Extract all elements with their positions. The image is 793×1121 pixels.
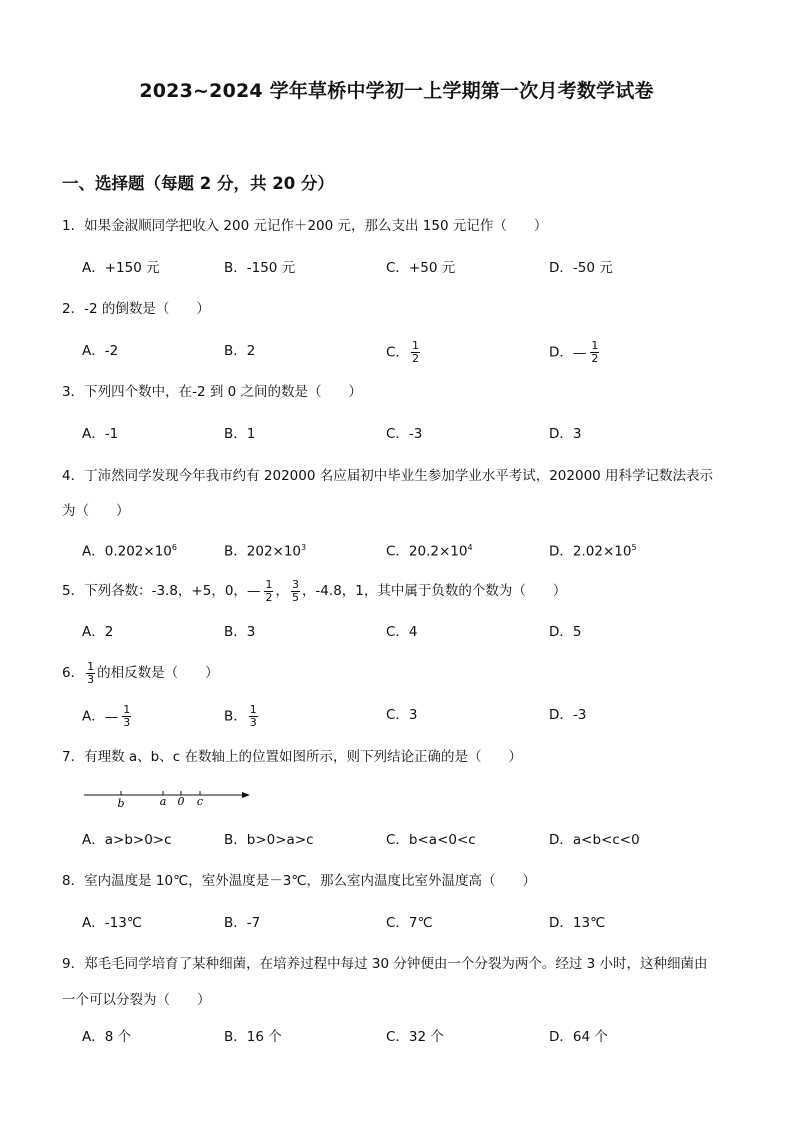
option-d[interactable]: D．64 个 (549, 1029, 608, 1045)
option-d[interactable] (549, 340, 601, 365)
options-9 (0, 1026, 793, 1048)
options-5 (0, 621, 793, 643)
page-title: 2023~2024 学年草桥中学初一上学期第一次月考数学试卷 (139, 80, 654, 102)
minus-sign: — (572, 344, 587, 361)
fraction: $\frac{1}{2}$ (591, 339, 599, 365)
option-b[interactable]: B．$202\times 10^3$ (224, 543, 307, 560)
exponent: 3 (301, 543, 307, 552)
option-a[interactable] (82, 704, 133, 729)
option-a[interactable]: A．a>b>0>c (82, 832, 172, 848)
label-a: a (159, 795, 167, 808)
fraction: $\frac{1}{2}$ (265, 577, 273, 604)
question-text: 下列四个数中，在-2 到 0 之间的数是（ ） (84, 384, 363, 400)
fraction: $\frac{1}{3}$ (87, 659, 95, 686)
option-c[interactable]: C．b<a<0<c (386, 832, 476, 848)
question-number: 4． (62, 468, 85, 484)
options-6 (0, 703, 793, 729)
exponent: 5 (631, 543, 637, 552)
option-a[interactable]: A．$0.202\times 10^6$ (82, 543, 177, 560)
option-b[interactable]: B．-150 元 (224, 260, 296, 276)
option-b[interactable]: B．16 个 (224, 1029, 282, 1045)
exponent: 4 (467, 543, 473, 552)
question-8 (62, 872, 536, 890)
fraction: $\frac{1}{2}$ (411, 339, 419, 365)
label-c: c (196, 795, 204, 808)
option-b[interactable]: B．-7 (224, 915, 261, 931)
option-label: D． (549, 344, 573, 361)
question-number: 1． (62, 218, 85, 234)
question-1 (62, 217, 547, 235)
option-label: A． (82, 708, 105, 725)
question-text: 如果金淑顺同学把收入 200 元记作＋200 元，那么支出 150 元记作（ ） (84, 218, 548, 234)
option-d[interactable]: D．3 (549, 426, 582, 442)
question-text: 一个可以分裂为（ ） (62, 992, 211, 1008)
option-c[interactable]: C．$20.2\times 10^4$ (386, 543, 473, 560)
options-3 (0, 423, 793, 445)
option-d[interactable]: D．-3 (549, 707, 587, 723)
question-3 (62, 383, 362, 401)
options-8 (0, 912, 793, 934)
option-c[interactable] (386, 340, 422, 365)
option-a[interactable]: A．2 (82, 624, 114, 640)
question-number: 5． (62, 583, 85, 599)
question-text: 为（ ） (62, 503, 130, 519)
options-7 (0, 829, 793, 851)
question-number: 2． (62, 301, 85, 317)
question-number: 6． (62, 665, 85, 681)
option-c[interactable]: C．32 个 (386, 1029, 444, 1045)
option-a[interactable]: A．-13℃ (82, 915, 142, 931)
label-0: 0 (177, 795, 185, 808)
option-b[interactable]: B．2 (224, 343, 256, 359)
option-a[interactable]: A．-1 (82, 426, 119, 442)
options-4 (0, 537, 793, 559)
fraction: $\frac{1}{3}$ (123, 703, 131, 729)
number-line-figure (84, 786, 254, 810)
option-label: C． (386, 344, 409, 361)
exponent: 6 (171, 543, 177, 552)
question-number: 7． (62, 749, 85, 765)
question-4 (62, 467, 713, 485)
section-heading: 一、选择题（每题 2 分，共 20 分） (62, 174, 334, 193)
option-c[interactable]: C．-3 (386, 426, 423, 442)
question-number: 9． (62, 956, 85, 972)
minus-sign: — (246, 583, 261, 599)
question-number: 3． (62, 384, 85, 400)
question-5: 5．下列各数：-3.8，+5，0，— $\frac{1}{2}$ ， $\frac{3}{5}$ ，-4.8，1，其中属于负数的个数为（ ） (62, 577, 567, 604)
option-c[interactable]: C．+50 元 (386, 260, 456, 276)
question-9-continued (62, 991, 211, 1009)
question-2 (62, 300, 210, 318)
option-label: B． (224, 708, 247, 725)
options-1 (0, 257, 793, 279)
option-a[interactable]: A．+150 元 (82, 260, 160, 276)
question-text: 丁沛然同学发现今年我市约有 202000 名应届初中毕业生参加学业水平考试，202000 用科学记数法表示 (84, 468, 714, 484)
option-c[interactable]: C．7℃ (386, 915, 433, 931)
label-b: b (117, 797, 125, 810)
question-6 (62, 660, 219, 686)
option-d[interactable]: D．$2.02\times 10^5$ (549, 543, 637, 560)
question-text: 下列各数：-3.8，+5，0， (84, 583, 247, 599)
question-text: ，-4.8，1，其中属于负数的个数为（ ） (301, 583, 567, 599)
option-b[interactable]: B．3 (224, 624, 256, 640)
fraction: $\frac{1}{3}$ (249, 703, 257, 729)
options-2 (0, 339, 793, 365)
minus-sign: — (104, 708, 119, 725)
option-d[interactable]: D．a<b<c<0 (549, 832, 640, 848)
option-a[interactable]: A．-2 (82, 343, 119, 359)
question-4-continued (62, 502, 130, 520)
fraction: $\frac{3}{5}$ (291, 577, 299, 604)
question-9 (62, 955, 708, 973)
arrow-head-icon (242, 792, 250, 798)
option-d[interactable]: D．5 (549, 624, 582, 640)
option-b[interactable]: B．b>0>a>c (224, 832, 314, 848)
question-text: 郑毛毛同学培育了某种细菌，在培养过程中每过 30 分钟便由一个分裂为两个。经过 3 小时，这种细菌由 (84, 956, 708, 972)
option-c[interactable]: C．3 (386, 707, 418, 723)
question-number: 8． (62, 873, 85, 889)
option-b[interactable]: B．1 (224, 426, 256, 442)
option-b[interactable] (224, 704, 260, 729)
option-d[interactable]: D．13℃ (549, 915, 606, 931)
option-a[interactable]: A．8 个 (82, 1029, 132, 1045)
question-text: -2 的倒数是（ ） (84, 301, 210, 317)
question-text: 室内温度是 10℃，室外温度是－3℃，那么室内温度比室外温度高（ ） (84, 873, 536, 889)
question-7 (62, 748, 522, 766)
question-text: 有理数 a、b、c 在数轴上的位置如图所示，则下列结论正确的是（ ） (84, 749, 522, 765)
question-text: 的相反数是（ ） (97, 665, 219, 681)
option-d[interactable]: D．-50 元 (549, 260, 613, 276)
option-c[interactable]: C．4 (386, 624, 418, 640)
